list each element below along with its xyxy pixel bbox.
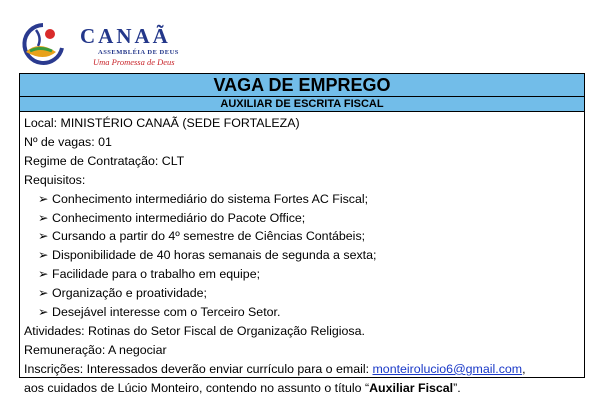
email-subject: Auxiliar Fiscal: [369, 380, 454, 395]
job-details: [20, 112, 584, 398]
logo-title: CANAÃ: [80, 24, 171, 48]
arrow-bullet-icon: ➢: [38, 286, 49, 301]
job-posting-card: [19, 73, 585, 395]
requirement-item: ➢ Desejável interesse com o Terceiro Setor.: [24, 303, 584, 322]
arrow-bullet-icon: ➢: [38, 191, 49, 206]
email-link[interactable]: monteirolucio6@gmail.com: [372, 361, 523, 376]
requirement-item: ➢ Cursando a partir do 4º semestre de Ciências Contábeis;: [24, 227, 584, 246]
requirement-item: ➢ Organização e proatividade;: [24, 284, 584, 303]
requirement-item: ➢ Facilidade para o trabalho em equipe;: [24, 265, 584, 284]
location-text: Local: MINISTÉRIO CANAÃ (SEDE FORTALEZA): [24, 116, 300, 130]
activities-text: Atividades: Rotinas do Setor Fiscal de Organização Religiosa.: [24, 323, 365, 338]
arrow-bullet-icon: ➢: [38, 229, 49, 244]
arrow-bullet-icon: ➢: [38, 305, 49, 320]
application-instructions: Inscrições: Interessados deverão enviar currículo para o email: monteirolucio6@gmail.com,: [24, 361, 526, 376]
job-title: VAGA DE EMPREGO: [20, 74, 584, 97]
requirements-label: Requisitos:: [24, 172, 86, 187]
arrow-bullet-icon: ➢: [38, 210, 49, 225]
logo-subtitle: ASSEMBLÉIA DE DEUS: [98, 49, 179, 56]
salary-text: Remuneração: A negociar: [24, 342, 167, 357]
application-instructions-cont: aos cuidados de Lúcio Monteiro, contendo no assunto o título “Auxiliar Fiscal”.: [24, 380, 461, 395]
church-logo-icon: [20, 22, 66, 66]
requirement-item: ➢ Conhecimento intermediário do Pacote Office;: [24, 209, 584, 228]
arrow-bullet-icon: ➢: [38, 267, 49, 282]
logo-tagline: Uma Promessa de Deus: [93, 57, 175, 67]
arrow-bullet-icon: ➢: [38, 248, 49, 263]
job-banner: [20, 74, 584, 112]
requirements-list: [24, 190, 584, 322]
requirement-item: ➢ Conhecimento intermediário do sistema Fortes AC Fiscal;: [24, 190, 584, 209]
requirement-item: ➢ Disponibilidade de 40 horas semanais de segunda a sexta;: [24, 246, 584, 265]
job-role: AUXILIAR DE ESCRITA FISCAL: [220, 98, 384, 110]
vacancies-text: Nº de vagas: 01: [24, 134, 112, 149]
contract-regime-text: Regime de Contratação: CLT: [24, 153, 185, 168]
logo: [20, 22, 220, 66]
